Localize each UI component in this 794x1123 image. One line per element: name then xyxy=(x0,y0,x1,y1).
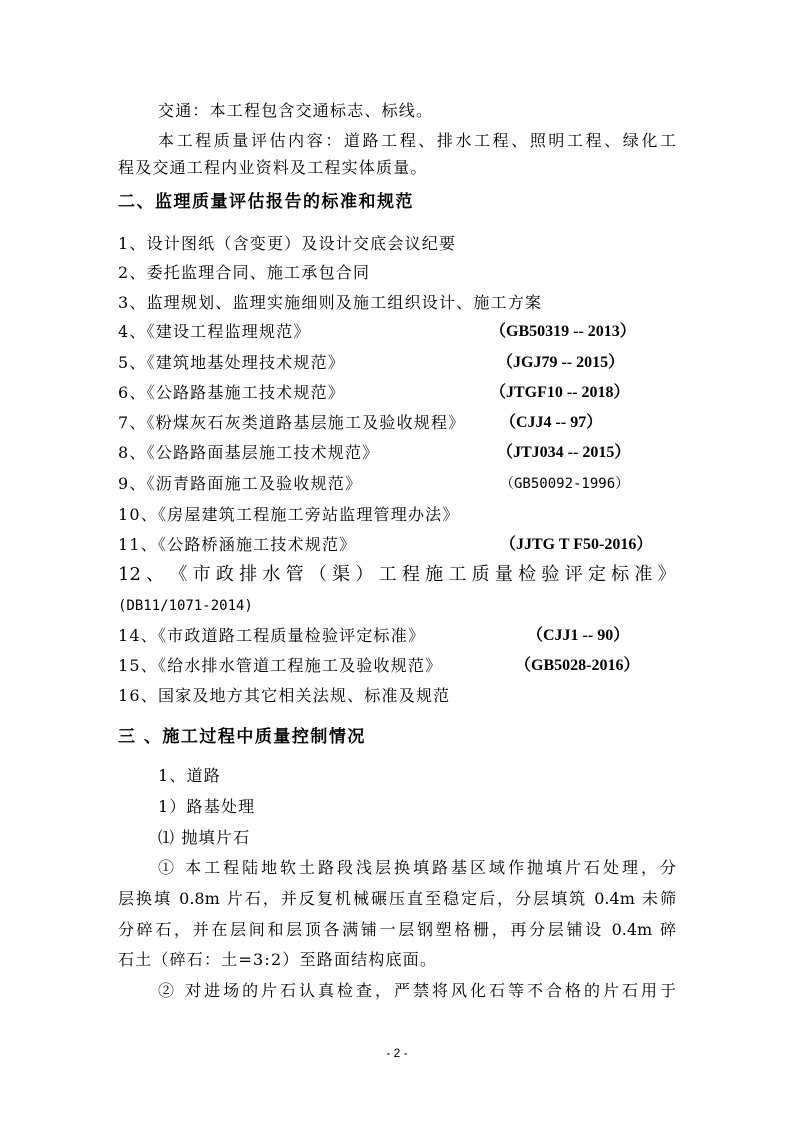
standard-item-14: 14、《市政道路工程质量检验评定标准》 xyxy=(118,626,426,645)
item12-char: ） xyxy=(355,564,374,585)
item12-char: （ xyxy=(308,564,327,585)
item12-char: 水 xyxy=(262,564,281,585)
item12-char: 渠 xyxy=(332,564,351,585)
standard-item-5: 5、《建筑地基处理技术规范》 xyxy=(118,353,345,372)
paragraph-1-line-1: ① 本工程陆地软土路段浅层换填路基区域作抛填片石处理，分 xyxy=(158,858,676,877)
paragraph-1-line-2: 层换填 0.8m 片石，并反复机械碾压直至稳定后，分层填筑 0.4m 未筛 xyxy=(118,889,676,908)
item12-char: 管 xyxy=(285,564,304,585)
item12-char: 定 xyxy=(587,564,606,585)
item12-char: 工 xyxy=(378,564,397,585)
item12-char: 《 xyxy=(169,564,188,585)
standard-item-2: 2、委托监理合同、施工承包合同 xyxy=(118,263,371,282)
subheading-riprap: ⑴ 抛填片石 xyxy=(158,828,251,847)
standard-item-4-code: （GB50319 -- 2013） xyxy=(490,323,636,340)
paragraph-1-line-3: 分碎石，并在层间和层顶各满铺一层钢塑格栅，再分层铺设 0.4m 碎 xyxy=(118,920,676,939)
intro-line-3: 程及交通工程内业资料及工程实体质量。 xyxy=(118,158,428,177)
item12-char: 市 xyxy=(192,564,211,585)
subheading-road: 1、道路 xyxy=(158,766,221,785)
standard-item-7: 7、《粉煤灰石灰类道路基层施工及验收规程》 xyxy=(118,413,466,432)
standard-item-10: 10、《房屋建筑工程施工旁站监理管理办法》 xyxy=(118,505,460,524)
paragraph-2-line-1: ② 对进场的片石认真检查，严禁将风化石等不合格的片石用于 xyxy=(158,981,676,1000)
item12-char: 》 xyxy=(657,564,676,585)
standard-item-7-code: （CJJ4 -- 97） xyxy=(500,414,603,431)
item12-char: 标 xyxy=(611,564,630,585)
item12-char: 质 xyxy=(471,564,490,585)
standard-item-16: 16、国家及地方其它相关法规、标准及规范 xyxy=(118,686,451,705)
intro-line-2: 本工程质量评估内容：道路工程、排水工程、照明工程、绿化工 xyxy=(158,131,676,150)
standard-item-12-code: (DB11/1071-2014) xyxy=(118,598,253,614)
standard-item-11: 11、《公路桥涵施工技术规范》 xyxy=(118,535,357,554)
item12-char: 12 xyxy=(118,564,141,585)
item12-char: 量 xyxy=(494,564,513,585)
item12-char: 准 xyxy=(634,564,653,585)
section-2-heading: 二、监理质量评估报告的标准和规范 xyxy=(118,192,414,212)
item12-char: 程 xyxy=(401,564,420,585)
paragraph-1-line-4: 石土（碎石：土=3:2）至路面结构底面。 xyxy=(118,950,438,969)
item12-char: 排 xyxy=(239,564,258,585)
intro-line-1: 交通：本工程包含交通标志、标线。 xyxy=(158,101,434,120)
item12-char: 检 xyxy=(518,564,537,585)
standard-item-12 xyxy=(118,565,676,585)
page-number: - 2 - xyxy=(386,1046,408,1060)
standard-item-15-code: （GB5028-2016） xyxy=(515,657,640,674)
standard-item-5-code: （JGJ79 -- 2015） xyxy=(497,354,625,371)
item12-char: 评 xyxy=(564,564,583,585)
standard-item-14-code: （CJJ1 -- 90） xyxy=(527,627,630,644)
standard-item-9-code: （GB50092-1996） xyxy=(500,476,630,492)
standard-item-9: 9、《沥青路面施工及验收规范》 xyxy=(118,474,363,493)
section-3-heading: 三 、施工过程中质量控制情况 xyxy=(118,727,366,747)
standard-item-6-code: （JTGF10 -- 2018） xyxy=(490,384,630,401)
item12-char: 验 xyxy=(541,564,560,585)
item12-char: 、 xyxy=(146,564,165,585)
standard-item-8: 8、《公路路面基层施工技术规范》 xyxy=(118,443,380,462)
standard-item-6: 6、《公路路基施工技术规范》 xyxy=(118,383,345,402)
standard-item-15: 15、《给水排水管道工程施工及验收规范》 xyxy=(118,656,443,675)
standard-item-8-code: （JTJ034 -- 2015） xyxy=(497,444,631,461)
standard-item-11-code: （JJTG T F50-2016） xyxy=(500,536,653,553)
item12-char: 工 xyxy=(448,564,467,585)
item12-char: 政 xyxy=(215,564,234,585)
standard-item-1: 1、设计图纸（含变更）及设计交底会议纪要 xyxy=(118,234,457,253)
standard-item-4: 4、《建设工程监理规范》 xyxy=(118,322,311,341)
item12-char: 施 xyxy=(425,564,444,585)
standard-item-3: 3、监理规划、监理实施细则及施工组织设计、施工方案 xyxy=(118,293,543,312)
subheading-subgrade: 1）路基处理 xyxy=(158,797,256,816)
